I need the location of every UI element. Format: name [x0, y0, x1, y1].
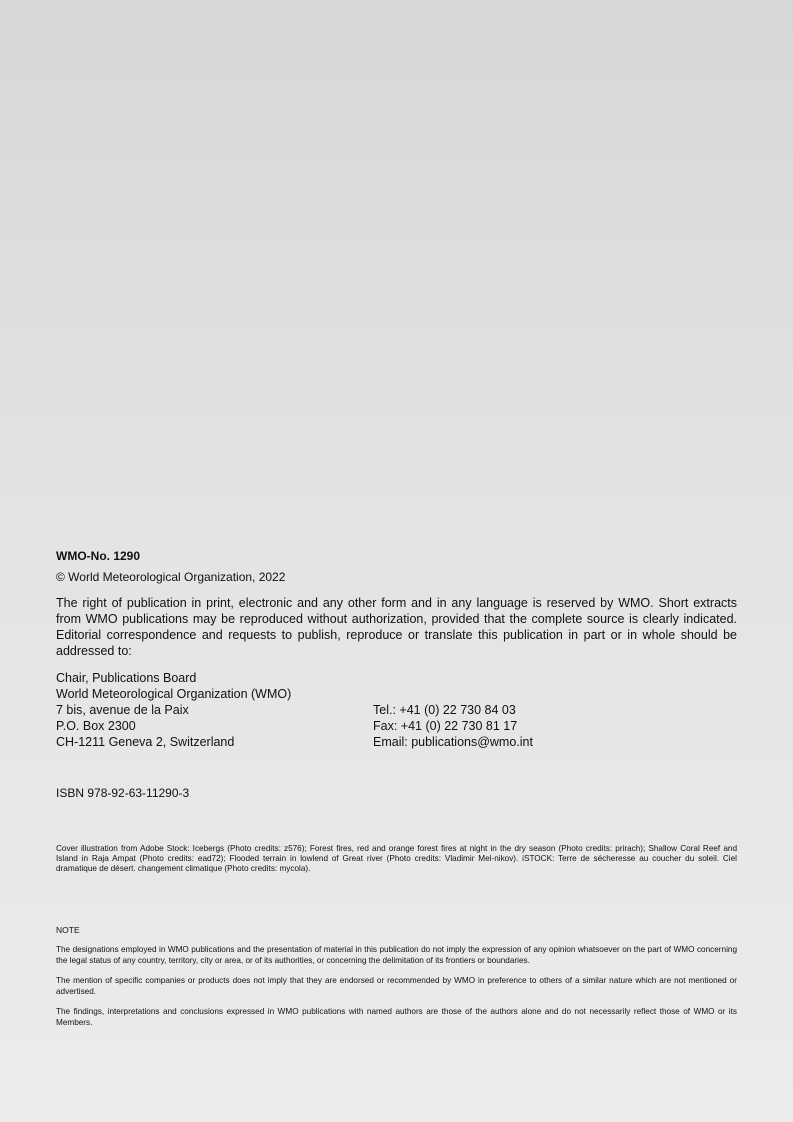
- telephone-number: Tel.: +41 (0) 22 730 84 03: [373, 703, 516, 717]
- note-heading: NOTE: [56, 925, 80, 935]
- address-row: [56, 686, 737, 702]
- contact-address: [56, 670, 737, 750]
- note-paragraph-companies: The mention of specific companies or products does not imply that they are endorsed or recommended by WMO in preference to others of a similar nature which are not mentioned or advertised.: [56, 976, 737, 996]
- address-row: [56, 734, 737, 750]
- fax-number: Fax: +41 (0) 22 730 81 17: [373, 719, 518, 733]
- address-line-street: 7 bis, avenue de la Paix: [56, 703, 189, 717]
- copyright-notice: © World Meteorological Organization, 2022: [56, 570, 286, 584]
- address-line-organization: World Meteorological Organization (WMO): [56, 687, 292, 701]
- note-paragraph-designations: The designations employed in WMO publications and the presentation of material in this publication do not imply the expression of any opinion whatsoever on the part of WMO concerning the legal status of any country, territory, city or area, or of its authorities, or concerning the delimitation of its frontiers or boundaries.: [56, 945, 737, 965]
- address-line-city: CH-1211 Geneva 2, Switzerland: [56, 735, 235, 749]
- imprint-page: [56, 549, 737, 1028]
- address-row: [56, 718, 737, 734]
- rights-statement: The right of publication in print, electronic and any other form and in any language is reserved by WMO. Short extracts from WMO publications may be reproduced without authorization, provided that the complete source is clearly indicated. Editorial correspondence and requests to publish, reproduce or translate this publication in part or in whole should be addressed to:: [56, 596, 737, 658]
- address-line-chair: Chair, Publications Board: [56, 671, 197, 685]
- publication-number: WMO-No. 1290: [56, 549, 141, 563]
- cover-credits: Cover illustration from Adobe Stock: Icebergs (Photo credits: z576); Forest fires, red and orange forest fires at night in the dry season (Photo credits: prirach); Shallow Coral Reef and Island in Raja Ampat (Photo credits: ead72); Flooded terrain in lowlend of Great river (Photo credits: Vladimir Mel-nikov). iSTOCK: Terre de sécheresse au coucher du soleil. Ciel dramatique de désert. changement climatique (Photo credits: mycola).: [56, 844, 737, 873]
- address-line-po-box: P.O. Box 2300: [56, 719, 136, 733]
- email-address: Email: publications@wmo.int: [373, 735, 533, 749]
- note-paragraph-findings: The findings, interpretations and conclusions expressed in WMO publications with named authors are those of the authors alone and do not necessarily reflect those of WMO or its Members.: [56, 1007, 737, 1027]
- address-row: [56, 702, 737, 718]
- address-row: [56, 670, 737, 686]
- isbn: ISBN 978-92-63-11290-3: [56, 786, 190, 800]
